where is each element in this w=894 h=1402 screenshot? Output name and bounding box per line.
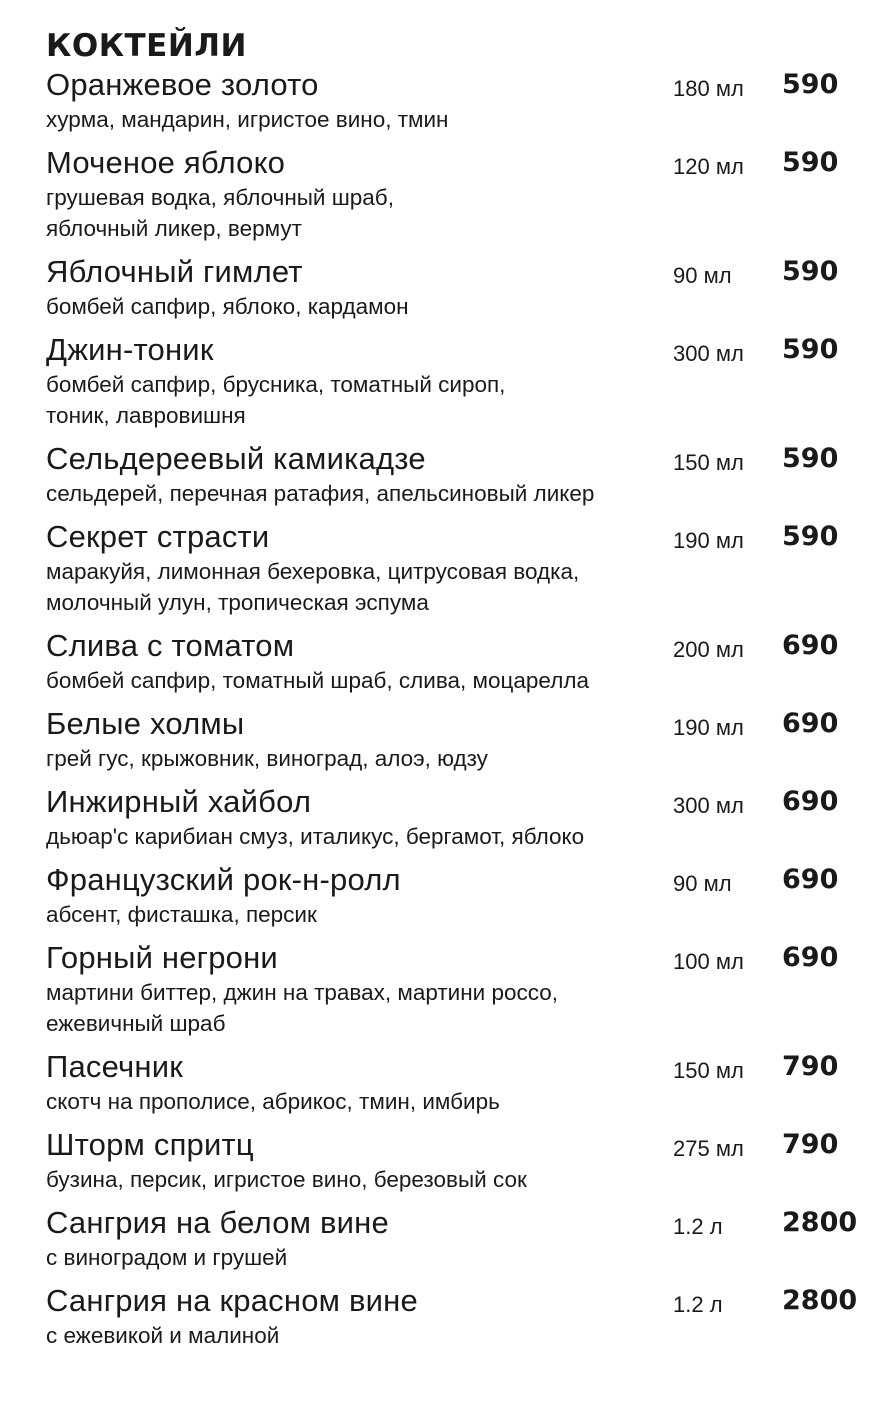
item-description: бузина, персик, игристое вино, березовый сок xyxy=(46,1167,527,1192)
item-name: Моченое яблоко xyxy=(46,145,286,180)
item-name: Сангрия на белом вине xyxy=(46,1205,389,1240)
item-description: молочный улун, тропическая эспума xyxy=(46,590,429,615)
menu-item xyxy=(46,518,866,627)
menu-item xyxy=(46,1282,866,1360)
item-volume: 90 мл xyxy=(673,263,732,288)
menu-item xyxy=(46,783,866,861)
item-price: 590 xyxy=(782,443,839,474)
item-name: Секрет страсти xyxy=(46,519,270,554)
item-description: хурма, мандарин, игристое вино, тмин xyxy=(46,107,449,132)
item-price: 690 xyxy=(782,786,839,817)
item-description: дьюар'с карибиан смуз, италикус, бергамот, яблоко xyxy=(46,824,585,849)
menu-item xyxy=(46,861,866,939)
menu-item xyxy=(46,66,866,144)
item-name: Горный негрони xyxy=(46,940,278,975)
item-price: 590 xyxy=(782,147,839,178)
item-price: 2800 xyxy=(782,1285,858,1316)
menu-item xyxy=(46,331,866,440)
item-price: 2800 xyxy=(782,1207,858,1238)
item-description: с виноградом и грушей xyxy=(46,1245,288,1270)
item-description: тоник, лавровишня xyxy=(46,403,246,428)
item-volume: 90 мл xyxy=(673,871,732,896)
item-description: яблочный ликер, вермут xyxy=(46,216,302,241)
item-name: Слива с томатом xyxy=(46,628,295,663)
item-volume: 150 мл xyxy=(673,450,744,475)
item-volume: 300 мл xyxy=(673,793,744,818)
item-volume: 150 мл xyxy=(673,1058,744,1083)
item-price: 590 xyxy=(782,69,839,100)
item-description: грушевая водка, яблочный шраб, xyxy=(46,185,394,210)
item-price: 690 xyxy=(782,630,839,661)
item-volume: 190 мл xyxy=(673,528,744,553)
item-price: 690 xyxy=(782,708,839,739)
item-description: скотч на прополисе, абрикос, тмин, имбирь xyxy=(46,1089,500,1114)
item-price: 690 xyxy=(782,864,839,895)
item-name: Шторм спритц xyxy=(46,1127,254,1162)
menu-item xyxy=(46,440,866,518)
item-price: 790 xyxy=(782,1051,839,1082)
item-volume: 1.2 л xyxy=(673,1214,723,1239)
item-name: Сельдереевый камикадзе xyxy=(46,441,426,476)
item-description: мартини биттер, джин на травах, мартини россо, xyxy=(46,980,559,1005)
menu-item xyxy=(46,144,866,253)
menu-item xyxy=(46,627,866,705)
item-price: 590 xyxy=(782,256,839,287)
item-description: бомбей сапфир, брусника, томатный сироп, xyxy=(46,372,506,397)
item-description: абсент, фисташка, персик xyxy=(46,902,317,927)
menu-item xyxy=(46,939,866,1048)
item-price: 790 xyxy=(782,1129,839,1160)
item-volume: 1.2 л xyxy=(673,1292,723,1317)
item-description: бомбей сапфир, яблоко, кардамон xyxy=(46,294,409,319)
item-volume: 200 мл xyxy=(673,637,744,662)
item-name: Французский рок-н-ролл xyxy=(46,862,401,897)
item-description: с ежевикой и малиной xyxy=(46,1323,280,1348)
item-name: Оранжевое золото xyxy=(46,67,319,102)
item-name: Белые холмы xyxy=(46,706,245,741)
item-volume: 190 мл xyxy=(673,715,744,740)
section-title: КОКТЕЙЛИ xyxy=(46,28,247,64)
menu-items-list xyxy=(46,66,866,1360)
menu-item xyxy=(46,1126,866,1204)
item-volume: 275 мл xyxy=(673,1136,744,1161)
item-volume: 180 мл xyxy=(673,76,744,101)
item-price: 690 xyxy=(782,942,839,973)
item-volume: 300 мл xyxy=(673,341,744,366)
item-price: 590 xyxy=(782,334,839,365)
item-description: сельдерей, перечная ратафия, апельсиновый ликер xyxy=(46,481,595,506)
item-name: Пасечник xyxy=(46,1049,183,1084)
item-name: Сангрия на красном вине xyxy=(46,1283,418,1318)
item-name: Джин-тоник xyxy=(46,332,214,367)
menu-item xyxy=(46,705,866,783)
item-description: грей гус, крыжовник, виноград, алоэ, юдзу xyxy=(46,746,488,771)
item-name: Инжирный хайбол xyxy=(46,784,312,819)
item-description: бомбей сапфир, томатный шраб, слива, моцарелла xyxy=(46,668,589,693)
menu-item xyxy=(46,253,866,331)
item-price: 590 xyxy=(782,521,839,552)
menu-item xyxy=(46,1048,866,1126)
item-volume: 120 мл xyxy=(673,154,744,179)
item-description: маракуйя, лимонная бехеровка, цитрусовая водка, xyxy=(46,559,580,584)
menu-item xyxy=(46,1204,866,1282)
item-name: Яблочный гимлет xyxy=(46,254,303,289)
item-volume: 100 мл xyxy=(673,949,744,974)
item-description: ежевичный шраб xyxy=(46,1011,226,1036)
menu-page xyxy=(46,26,866,1360)
